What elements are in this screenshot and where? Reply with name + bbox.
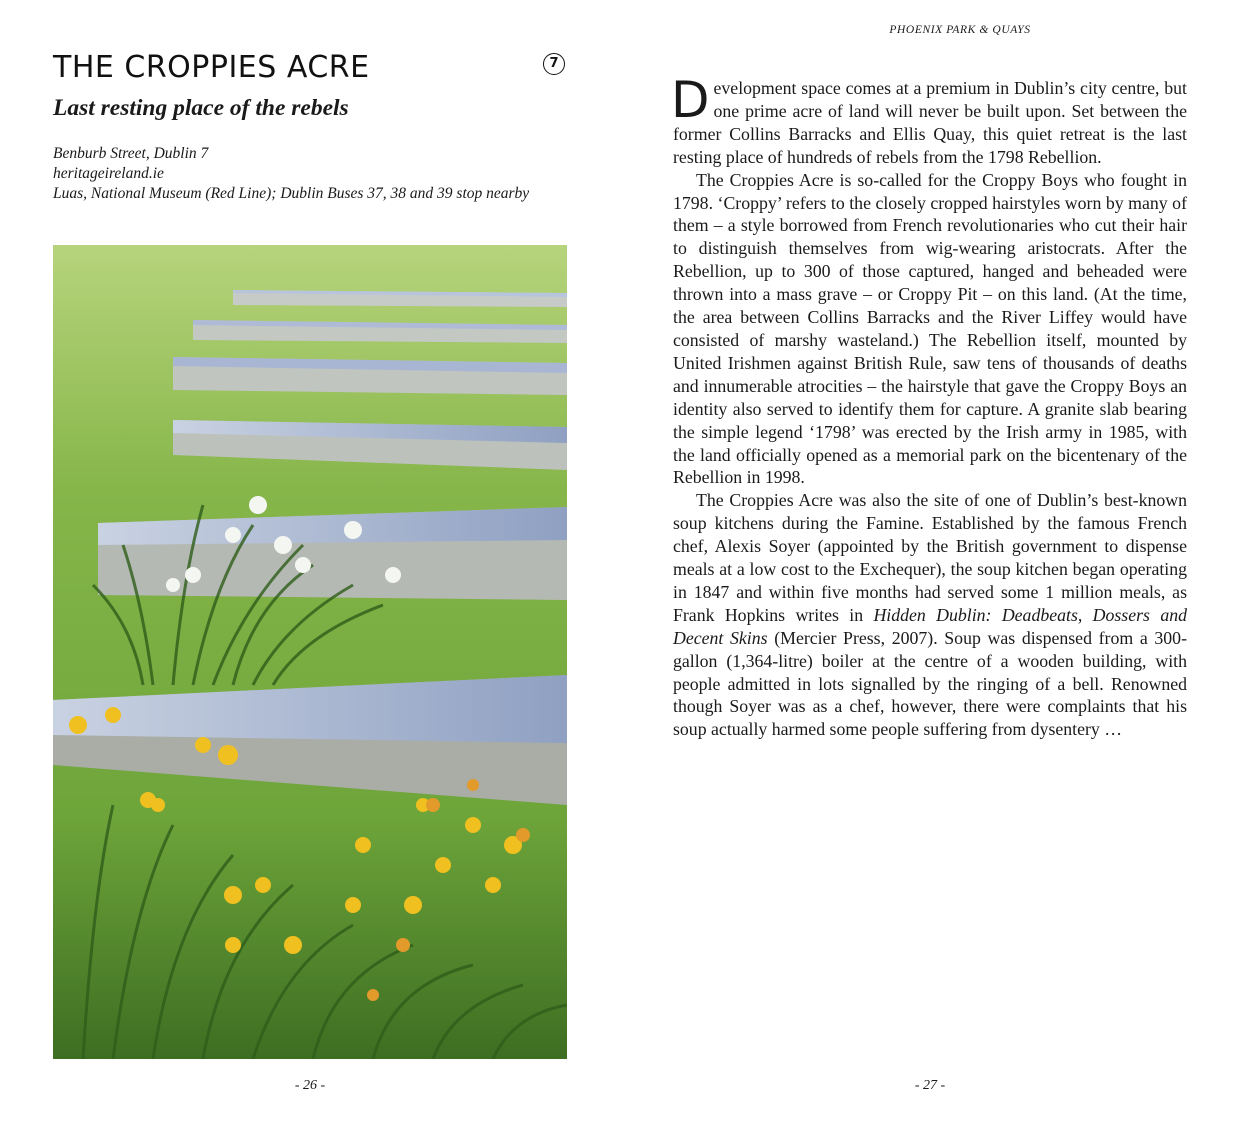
page-number-right: - 27 - (914, 1078, 946, 1093)
memorial-slabs-photo (53, 245, 567, 1059)
address-line: Benburb Street, Dublin 7 (53, 145, 209, 162)
paragraph-3 (673, 489, 1187, 741)
slab-row-3 (173, 357, 567, 395)
page-number-left: - 26 - (294, 1078, 326, 1093)
paragraph-1-text: evelopment space comes at a premium in Dublin’s city centre, but one prime acre of land will never be built upon. Set between the former Collins Barracks and Ellis Quay, this quiet retreat is the last resting place of hundreds of rebels from the 1798 Rebellion. (673, 78, 1187, 167)
page-subtitle: Last resting place of the rebels (53, 95, 349, 121)
drop-cap: D (671, 71, 710, 129)
paragraph-2: The Croppies Acre is so-called for the Croppy Boys who fought in 1798. ‘Croppy’ refers to the closely cropped hairstyles worn by many of them – a style borrowed from French revolutionaries who cut their hair to distinguish themselves from wig-wearing aristocrats. After the Rebellion, up to 300 of those captured, hanged and beheaded were thrown into a mass grave – or Croppy Pit – on this land. (At the time, the area between Collins Barracks and the River Liffey would have consisted of marshy wasteland.) The Rebellion itself, mounted by United Irishmen against British Rule, saw tens of thousands of deaths and innumerable atrocities – the hairstyle that gave the Croppy Boys an identity also served to identify them for capture. A granite slab bearing the simple legend ‘1798’ was erected by the Irish army in 1985, with the land officially opened as a memorial park on the bicentenary of the Rebellion in 1998. (673, 169, 1187, 488)
photo-illustration (53, 245, 567, 1059)
entry-number-badge: 7 (543, 53, 565, 75)
running-head: PHOENIX PARK & QUAYS (889, 24, 1031, 36)
location-info (53, 144, 529, 204)
website-line: heritageireland.ie (53, 165, 164, 182)
paragraph-3-start: The Croppies Acre was also the site of one of Dublin’s best-known soup kitchens during the Famine. Established by the famous French chef, Alexis Soyer (appointed by the British government to dispense meals at a low cost to the Exchequer), the soup kitchen began operating in 1847 and within five months had served some 1 million meals, as Frank Hopkins writes in (673, 490, 1187, 625)
page-title: THE CROPPIES ACRE (53, 50, 370, 85)
paragraph-1 (671, 71, 1187, 169)
book-title: Hidden Dublin: Deadbeats, Dossers and Decent Skins (673, 604, 1187, 648)
article-body (671, 71, 1187, 741)
right-page (620, 0, 1240, 1122)
paragraph-3-end: (Mercier Press, 2007). Soup was dispensed from a 300-gallon (1,364-litre) boiler at the centre of a wooden building, with people admitted in lots signalled by the ringing of a bell. Renowned though Soyer was as a chef, however, there were complaints that his soup actually harmed some people suffering from dysentery … (673, 627, 1187, 740)
transport-line: Luas, National Museum (Red Line); Dublin Buses 37, 38 and 39 stop nearby (53, 185, 530, 202)
